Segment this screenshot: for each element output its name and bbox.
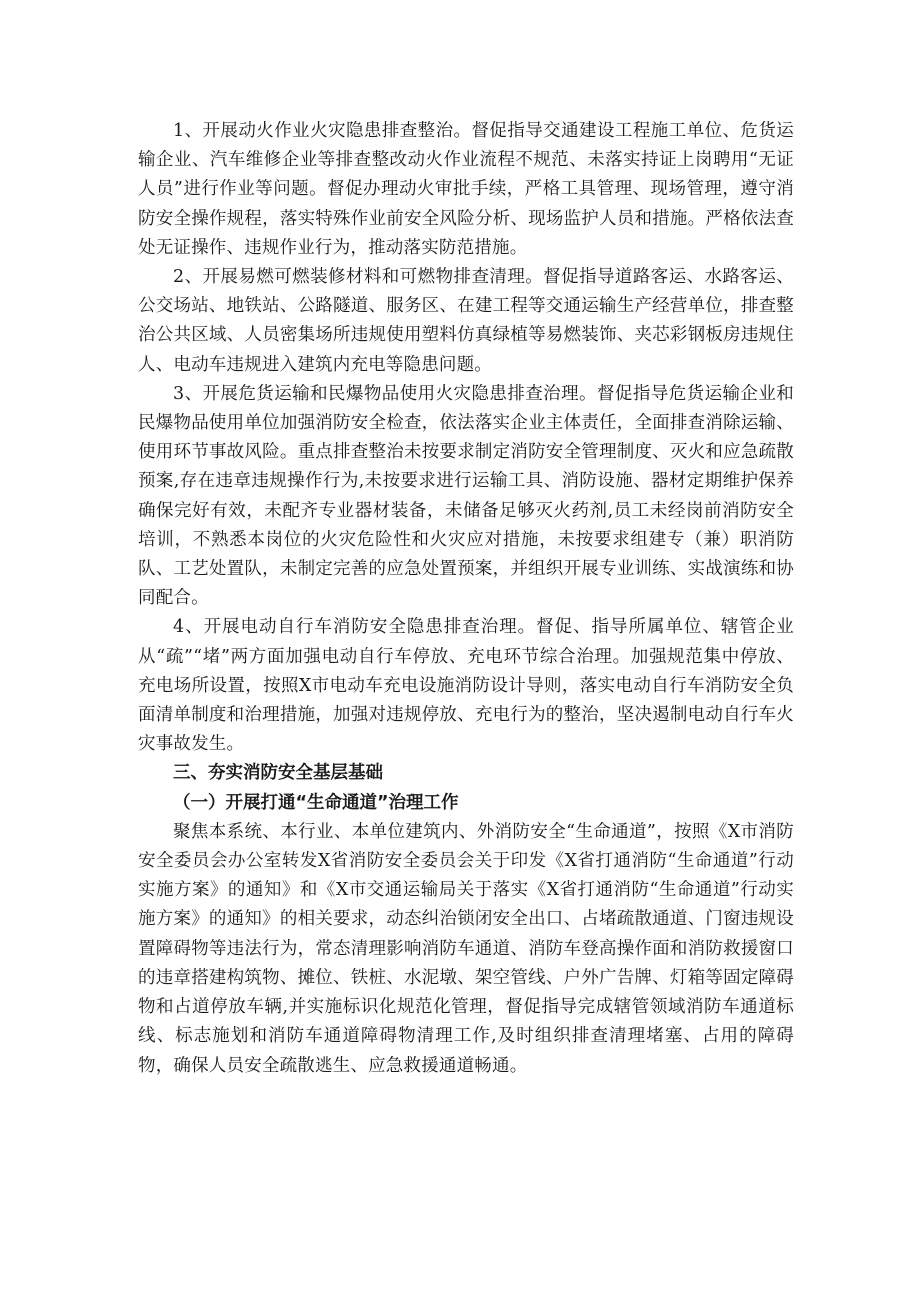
paragraph-flammable-materials: 2、开展易燃可燃装修材料和可燃物排查清理。督促指导道路客运、水路客运、公交场站、地铁站、公路隧道、服务区、在建工程等交通运输生产经营单位，排查整治公共区域、人员密集场所违规使用塑料仿真绿植等易燃装饰、夹芯彩钢板房违规住人、电动车违规进入建筑内充电等隐患问题。 bbox=[138, 267, 794, 375]
paragraph-e-bike: 4、开展电动自行车消防安全隐患排查治理。督促、指导所属单位、辖管企业从“疏”“堵”两方面加强电动自行车停放、充电环节综合治理。加强规范集中停放、充电场所设置，按照X市电动车充电设施消防设计导则，落实电动自行车消防安全负面清单制度和治理措施，加强对违规停放、充电行为的整治，坚决遏制电动自行车火灾事故发生。 bbox=[138, 617, 794, 755]
subsection-heading: （一）开展打通“生命通道”治理工作 bbox=[173, 792, 459, 813]
section-heading: 三、夯实消防安全基层基础 bbox=[173, 763, 383, 784]
paragraph-hot-work: 1、开展动火作业火灾隐患排查整治。督促指导交通建设工程施工单位、危货运输企业、汽车维修企业等排查整改动火作业流程不规范、未落实持证上岗聘用“无证人员”进行作业等问题。督促办理动火审批手续，严格工具管理、现场管理，遵守消防安全操作规程，落实特殊作业前安全风险分析、现场监护人员和措施。严格依法查处无证操作、违规作业行为，推动落实防范措施。 bbox=[138, 121, 794, 258]
paragraph-hazardous-goods: 3、开展危货运输和民爆物品使用火灾隐患排查治理。督促指导危货运输企业和民爆物品使用单位加强消防安全检查，依法落实企业主体责任，全面排查消除运输、使用环节事故风险。重点排查整治未按要求制定消防安全管理制度、灭火和应急疏散预案,存在违章违规操作行为,未按要求进行运输工具、消防设施、器材定期维护保养确保完好有效，未配齐专业器材装备，未储备足够灭火药剂,员工未经岗前消防安全培训，不熟悉本岗位的火灾危险性和火灾应对措施，未按要求组建专（兼）职消防队、工艺处置队，未制定完善的应急处置预案，并组织开展专业训练、实战演练和协同配合。 bbox=[138, 383, 794, 609]
paragraph-life-passage: 聚焦本系统、本行业、本单位建筑内、外消防安全“生命通道”，按照《X市消防安全委员会办公室转发X省消防安全委员会关于印发《X省打通消防“生命通道”行动实施方案》的通知》和《X市交通运输局关于落实《X省打通消防“生命通道”行动实施方案》的通知》的相关要求，动态纠治锁闭安全出口、占堵疏散通道、门窗违规设置障碍物等违法行为，常态清理影响消防车通道、消防车登高操作面和消防救援窗口的违章搭建构筑物、摊位、铁桩、水泥墩、架空管线、户外广告牌、灯箱等固定障碍物和占道停放车辆,并实施标识化规范化管理，督促指导完成辖管领域消防车通道标线、标志施划和消防车通道障碍物清理工作,及时组织排查清理堵塞、占用的障碍物，确保人员安全疏散逃生、应急救援通道畅通。 bbox=[138, 821, 794, 1076]
document-page bbox=[138, 117, 794, 1081]
